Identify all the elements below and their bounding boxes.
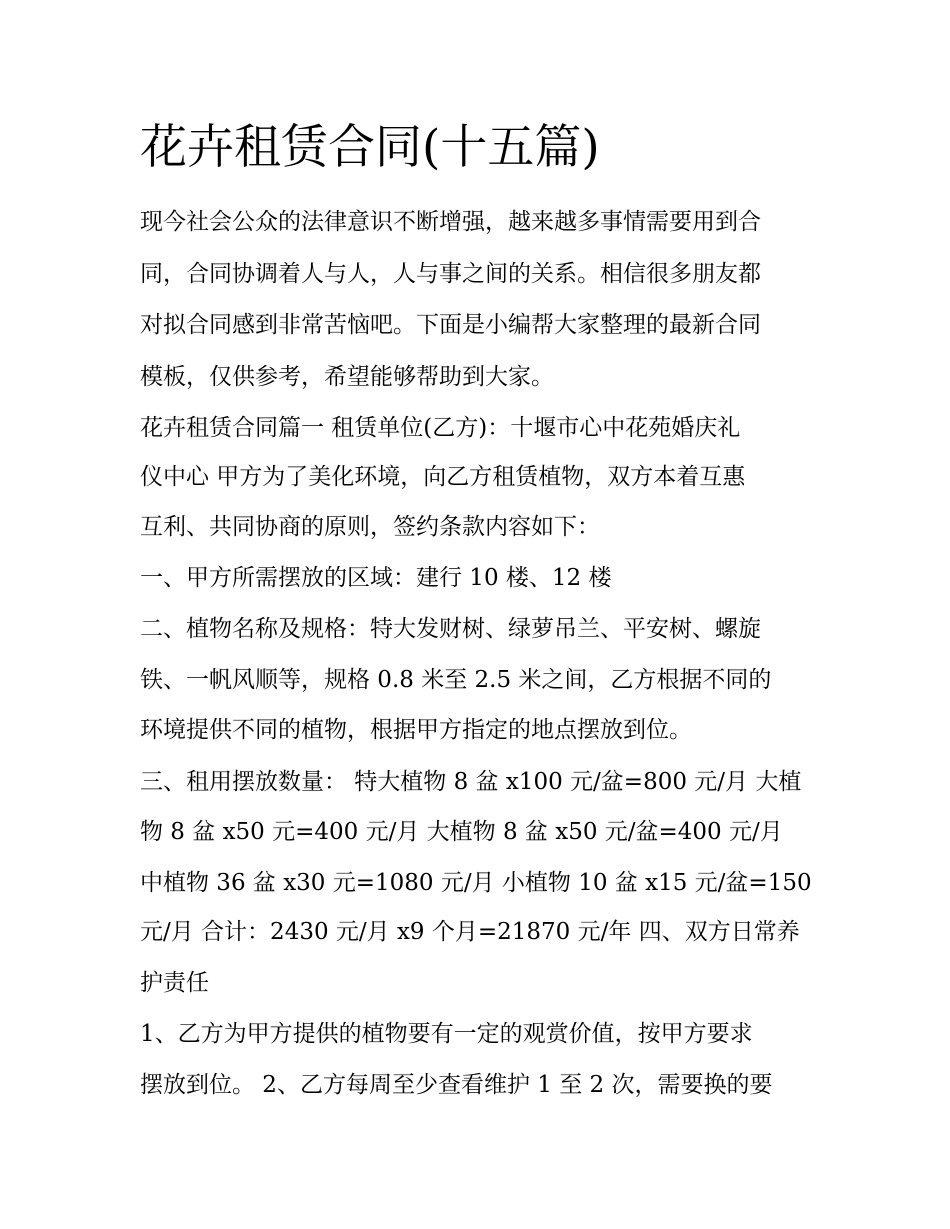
body-line: 摆放到位。 2、乙方每周至少查看维护 1 至 2 次，需要换的要 bbox=[140, 1072, 773, 1098]
body-line: 中植物 36 盆 x30 元=1080 元/月 小植物 10 盆 x15 元/盆=150 bbox=[140, 870, 812, 896]
body-line: 二、植物名称及规格：特大发财树、绿萝吊兰、平安树、螺旋 bbox=[140, 616, 761, 642]
body-line: 物 8 盆 x50 元=400 元/月 大植物 8 盆 x50 元/盆=400 元/月 bbox=[140, 819, 783, 845]
body-line: 对拟合同感到非常苦恼吧。下面是小编帮大家整理的最新合同 bbox=[140, 312, 761, 338]
document-title: 花卉租赁合同(十五篇) bbox=[140, 120, 600, 175]
body-line: 三、租用摆放数量： 特大植物 8 盆 x100 元/盆=800 元/月 大植 bbox=[140, 769, 802, 795]
body-line: 护责任 bbox=[140, 970, 209, 996]
body-line: 同，合同协调着人与人，人与事之间的关系。相信很多朋友都 bbox=[140, 261, 761, 287]
body-line: 一、甲方所需摆放的区域：建行 10 楼、12 楼 bbox=[140, 565, 612, 591]
body-line: 互利、共同协商的原则，签约条款内容如下： bbox=[140, 514, 600, 540]
body-line: 花卉租赁合同篇一 租赁单位(乙方)：十堰市心中花苑婚庆礼 bbox=[140, 415, 741, 441]
body-line: 模板，仅供参考，希望能够帮助到大家。 bbox=[140, 364, 554, 390]
body-line: 仪中心 甲方为了美化环境，向乙方租赁植物，双方本着互惠 bbox=[140, 464, 746, 490]
body-line: 环境提供不同的植物，根据甲方指定的地点摆放到位。 bbox=[140, 717, 692, 743]
body-line: 现今社会公众的法律意识不断增强，越来越多事情需要用到合 bbox=[140, 209, 761, 235]
body-line: 元/月 合计：2430 元/月 x9 个月=21870 元/年 四、双方日常养 bbox=[140, 919, 800, 945]
body-line: 1、乙方为甲方提供的植物要有一定的观赏价值，按甲方要求 bbox=[140, 1021, 753, 1047]
body-line: 铁、一帆风顺等，规格 0.8 米至 2.5 米之间，乙方根据不同的 bbox=[140, 667, 772, 693]
